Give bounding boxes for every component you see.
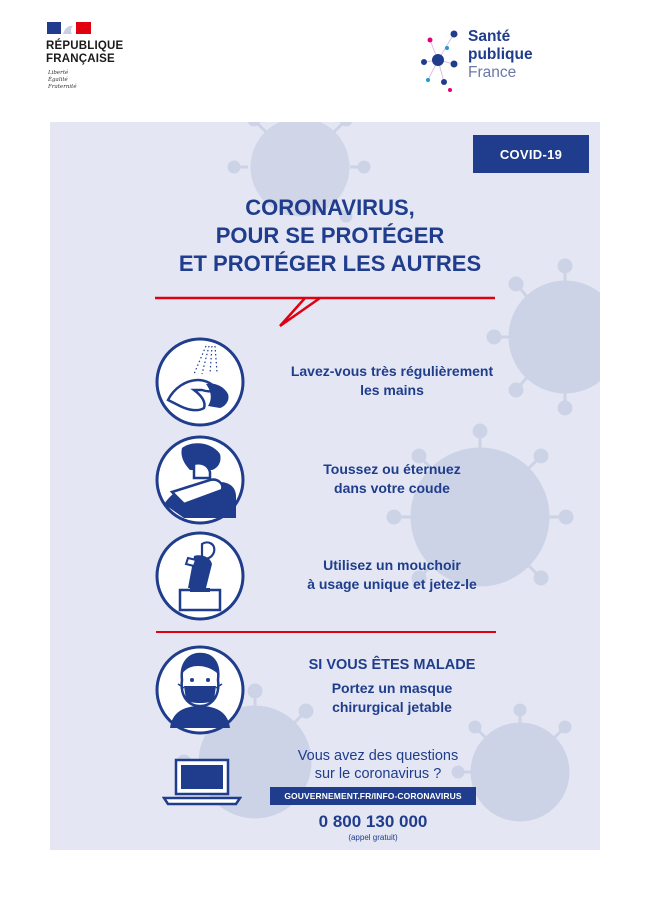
gesture-line: Lavez-vous très régulièrement — [290, 363, 494, 379]
covid-poster — [50, 122, 600, 850]
questions-line: Vous avez des questions — [297, 748, 459, 764]
gesture-line: Toussez ou éternuez — [323, 461, 461, 477]
republique-francaise-logo — [46, 22, 166, 102]
poster-title — [140, 194, 520, 278]
tissue-icon — [154, 530, 246, 622]
info-coronavirus-link[interactable]: GOUVERNEMENT.FR/INFO-CORONAVIRUS — [270, 787, 476, 805]
sick-line: Portez un masque — [331, 680, 453, 696]
covid-19-badge: COVID-19 — [473, 135, 589, 173]
phone-number[interactable]: 0 800 130 000 — [318, 812, 428, 831]
gesture-text — [262, 362, 522, 400]
motto-egalite: Égalité — [48, 77, 68, 83]
gesture-line: dans votre coude — [334, 480, 450, 496]
questions-text — [258, 747, 498, 783]
marianne-flag-icon — [47, 22, 91, 34]
sick-line: chirurgical jetable — [332, 699, 452, 715]
gesture-text — [262, 556, 522, 594]
questions-line: sur le coronavirus ? — [314, 766, 442, 782]
title-line-1: CORONAVIRUS, — [245, 195, 415, 220]
title-line-2: POUR SE PROTÉGER — [215, 223, 445, 248]
hand-washing-icon — [154, 336, 246, 428]
motto-liberte: Liberté — [48, 70, 69, 76]
laptop-icon — [162, 758, 242, 806]
red-divider — [156, 631, 496, 633]
sneeze-elbow-icon — [154, 434, 246, 526]
sick-text — [262, 656, 522, 717]
gesture-text — [262, 460, 522, 498]
gesture-tissue — [154, 530, 504, 626]
publique-word: publique — [468, 46, 533, 63]
sante-publique-france-wordmark — [468, 28, 533, 82]
gesture-line: les mains — [360, 382, 424, 398]
speech-callout-line — [155, 292, 495, 332]
title-line-3: ET PROTÉGER LES AUTRES — [178, 251, 482, 276]
motto — [48, 70, 77, 91]
network-dots-icon — [420, 24, 464, 96]
phone-note: (appel gratuit) — [348, 833, 398, 842]
gesture-line: Utilisez un mouchoir — [323, 557, 461, 573]
gesture-line: à usage unique et jetez-le — [307, 576, 477, 592]
republique-francaise-name — [46, 40, 123, 66]
motto-fraternite: Fraternité — [48, 84, 77, 90]
republique-line: RÉPUBLIQUE — [46, 40, 124, 52]
sick-mask-advice — [154, 644, 504, 740]
francaise-line: FRANÇAISE — [46, 53, 115, 65]
sick-title: SI VOUS ÊTES MALADE — [308, 657, 476, 673]
sante-publique-france-logo — [420, 24, 570, 100]
surgical-mask-icon — [154, 644, 246, 736]
france-word: France — [468, 64, 517, 81]
gesture-hand-washing — [154, 336, 504, 432]
gesture-sneeze-elbow — [154, 434, 504, 530]
sante-word: Santé — [468, 28, 511, 45]
